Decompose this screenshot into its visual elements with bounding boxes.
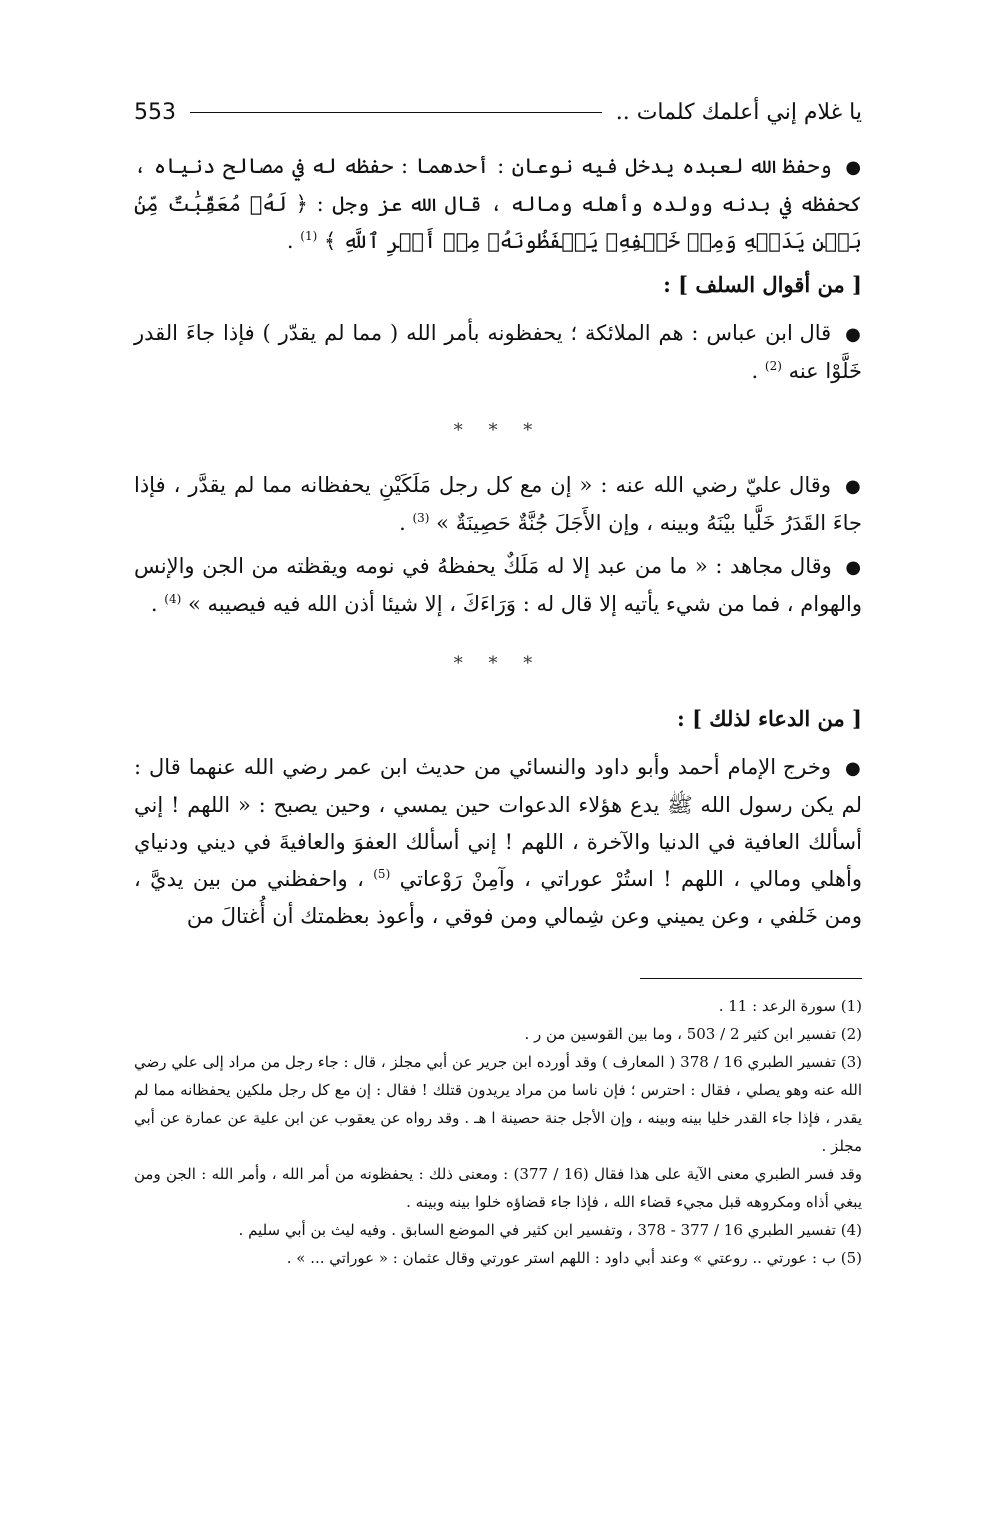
quran-verse: ﴿ لَهُۥ مُعَقِّبَٰتٌ مِّنۢ بَيۡنِ يَدَيۡهِ وَمِنۡ خَلۡفِهِۦ يَحۡفَظُونَهُۥ مِنۡ أَمۡرِ ٱللَّهِ ﴾	[134, 192, 862, 253]
bullet-icon: ●	[845, 324, 862, 345]
paragraph-1-text: وحفظ الله لعبده يدخل فيه نوعان : أحدهما : حفظه له في مصالح دنياه ، كحفظه في بدنه وولده وأهله وماله ، قال الله عز وجل :	[134, 154, 862, 216]
main-text	[134, 148, 862, 941]
footnote-ref-1[interactable]: (1)	[300, 229, 318, 243]
paragraph-3-text: وقال عليّ رضي الله عنه : « إن مع كل رجل مَلَكَيْنِ يحفظانه مما لم يقدَّر ، فإذا جاءَ القَدَرُ خَلَّيا بيْنَهُ وبينه ، وإن الأَجَلَ جُنَّةٌ حَصِينَةٌ »	[134, 473, 862, 535]
section-heading-salaf: [ من أقوال السلف ] :	[663, 272, 862, 297]
paragraph-3-end: .	[399, 511, 406, 535]
footnote-ref-5[interactable]: (5)	[373, 867, 391, 881]
paragraph-2	[134, 315, 862, 390]
paragraph-3	[134, 467, 862, 542]
section-separator: * * *	[453, 653, 543, 674]
footnote-3-continued: وقد فسر الطبري معنى الآية على هذا فقال (16 / 377) : ومعنى ذلك : يحفظونه من أمر الله ، وأمر الله : الجن ومن يبغي أذاه ومكروهه قبل مجيء قضاء الله ، فإذا جاء قضاؤه خلوا بينه وبينه .	[134, 1165, 862, 1211]
paragraph-1-end: .	[286, 229, 294, 253]
paragraph-2-text: قال ابن عباس : هم الملائكة ؛ يحفظونه بأمر الله ( مما لم يقدّر ) فإذا جاءَ القدر خَلَّوْا عنه	[134, 321, 862, 383]
footnote-1: (1) سورة الرعد : 11 .	[718, 997, 862, 1015]
paragraph-5-text-b: ، واحفظني من بين يديَّ ، ومن خَلفي ، وعن يميني وعن شِمالي ومن فوقي ، وأعوذ بعظمتك أن أُغتالَ من	[134, 867, 862, 928]
paragraph-4-text: وقال مجاهد : « ما من عبد إلا له مَلَكٌ يحفظهُ في نومه ويقظته من الجن والإنس والهوام ، فما من شيء يأتيه إلا قال له : وَرَاءَكَ ، إلا شيئا أذن الله فيه فيصيبه »	[134, 554, 862, 616]
paragraph-5-text-a: وخرج الإمام أحمد وأبو داود والنسائي من حديث ابن عمر رضي الله عنهما قال : لم يكن رسول الله ﷺ يدع هؤلاء الدعوات حين يمسي ، وحين يصبح : « اللهم ! إني أسألك العافية في الدنيا والآخرة ، اللهم ! إني أسألك العفوَ والعافيةَ في ديني ودنياي وأهلي ومالي ، اللهم ! استُرْ عوراتي ، وآمِنْ رَوْعاتي	[134, 755, 862, 891]
page-number: 553	[134, 99, 176, 125]
footnote-ref-3[interactable]: (3)	[412, 511, 430, 525]
paragraph-2-end: .	[751, 359, 759, 383]
paragraph-4-end: .	[150, 592, 158, 616]
footnote-5: (5) ب : عورتي .. روعتي » وعند أبي داود : اللهم استر عورتي وقال عثمان : « عوراتي ... » .	[286, 1249, 862, 1267]
footnote-3: (3) تفسير الطبري 16 / 378 ( المعارف ) وقد أورده ابن جرير عن أبي مجلز ، قال : جاء رجل من مراد إلى علي رضي الله عنه وهو يصلي ، فقال : احترس ؛ فإن ناسا من مراد يريدون قتلك ! فقال : إن مع كل رجل ملكين يحفظانه مما لم يقدر ، فإذا جاء القدر خليا بينه وبينه ، وإن الأجل جنة حصينة ا هـ . وقد رواه عن يعقوب عن ابن علية عن عمارة عن أبي مجلز .	[134, 1053, 862, 1155]
section-heading-dua: [ من الدعاء لذلك ] :	[677, 706, 862, 731]
bullet-icon: ●	[844, 476, 862, 497]
page-header	[134, 92, 862, 132]
paragraph-1	[134, 148, 862, 260]
footnote-ref-4[interactable]: (4)	[164, 592, 182, 606]
footnote-4: (4) تفسير الطبري 16 / 377 - 378 ، وتفسير ابن كثير في الموضع السابق . وفيه ليث بن أبي سليم .	[238, 1221, 862, 1239]
bullet-icon: ●	[845, 157, 862, 178]
paragraph-4	[134, 548, 862, 623]
footnote-2: (2) تفسير ابن كثير 2 / 503 ، وما بين القوسين من ر .	[524, 1025, 862, 1043]
footnote-divider	[640, 978, 862, 979]
footnotes	[134, 992, 862, 1272]
section-separator: * * *	[453, 420, 543, 441]
paragraph-5	[134, 749, 862, 935]
bullet-icon: ●	[844, 758, 862, 779]
footnote-ref-2[interactable]: (2)	[764, 359, 782, 373]
running-title: يا غلام إني أعلمك كلمات ..	[615, 99, 862, 125]
bullet-icon: ●	[845, 557, 862, 578]
header-rule	[190, 112, 602, 113]
